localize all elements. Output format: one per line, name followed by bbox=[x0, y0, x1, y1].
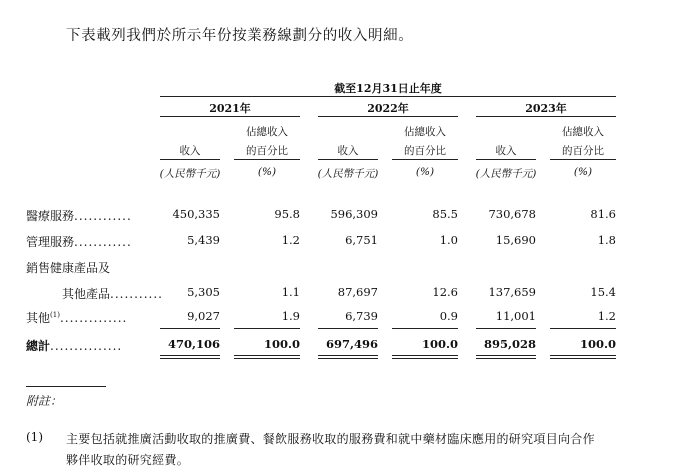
table-cell: 730,678 bbox=[488, 207, 536, 221]
total-double-line bbox=[476, 358, 536, 359]
unit-revenue-2022: (人民幣千元) bbox=[317, 168, 379, 180]
table-cell: 1.9 bbox=[281, 309, 300, 323]
total-double-line bbox=[160, 358, 220, 359]
unit-pct-2022: (%) bbox=[415, 166, 435, 178]
year-2022: 2022年 bbox=[367, 102, 409, 115]
total-double-line bbox=[234, 355, 300, 356]
subtotal-line bbox=[234, 328, 300, 329]
notes-rule bbox=[26, 386, 106, 387]
row-label-management: 管理服務............ bbox=[26, 235, 132, 249]
table-cell: 1.1 bbox=[281, 285, 300, 299]
table-cell: 1.2 bbox=[281, 233, 300, 247]
note-marker: (1) bbox=[26, 430, 43, 444]
notes-heading: 附註： bbox=[26, 394, 63, 408]
table-cell: 137,659 bbox=[488, 285, 536, 299]
row-label-medical: 醫療服務............ bbox=[26, 209, 132, 223]
row-label-total: 總計............... bbox=[26, 339, 123, 353]
subtotal-line bbox=[550, 328, 616, 329]
col-revenue-2021: 收入 bbox=[179, 145, 201, 157]
row-label-other-products: 其他產品........... bbox=[62, 287, 163, 301]
unit-revenue-2021: (人民幣千元) bbox=[159, 168, 221, 180]
table-cell: 5,439 bbox=[187, 233, 220, 247]
col-pct-2022-l2: 的百分比 bbox=[404, 145, 446, 157]
table-cell: 596,309 bbox=[330, 207, 378, 221]
total-double-line bbox=[318, 355, 378, 356]
year-2023: 2023年 bbox=[525, 102, 567, 115]
subtotal-line bbox=[318, 328, 378, 329]
col-revenue-2023: 收入 bbox=[495, 145, 517, 157]
col-pct-2023-l2: 的百分比 bbox=[562, 145, 604, 157]
year-underline-2022 bbox=[318, 116, 458, 117]
col-underline bbox=[318, 159, 378, 160]
note-text-line2: 夥伴收取的研究經費。 bbox=[66, 453, 190, 467]
total-double-line bbox=[392, 355, 458, 356]
table-cell: 6,751 bbox=[345, 233, 378, 247]
col-underline bbox=[392, 159, 458, 160]
total-double-line bbox=[160, 355, 220, 356]
table-cell: 95.8 bbox=[274, 207, 300, 221]
col-underline bbox=[550, 159, 616, 160]
table-cell: 87,697 bbox=[337, 285, 378, 299]
total-double-line bbox=[318, 358, 378, 359]
col-underline bbox=[234, 159, 300, 160]
total-cell: 470,106 bbox=[167, 337, 220, 351]
period-underline bbox=[160, 96, 616, 97]
total-double-line bbox=[234, 358, 300, 359]
row-label-other: 其他$^{(1)}$.............. bbox=[26, 311, 128, 325]
table-cell: 6,739 bbox=[345, 309, 378, 323]
col-underline bbox=[476, 159, 536, 160]
table-cell: 1.2 bbox=[597, 309, 616, 323]
total-double-line bbox=[392, 358, 458, 359]
table-cell: 9,027 bbox=[187, 309, 220, 323]
col-pct-2022-l1: 佔總收入 bbox=[404, 126, 446, 138]
col-underline bbox=[160, 159, 220, 160]
col-pct-2021-l2: 的百分比 bbox=[246, 145, 288, 157]
table-cell: 85.5 bbox=[432, 207, 458, 221]
table-cell: 1.8 bbox=[597, 233, 616, 247]
year-underline-2021 bbox=[160, 116, 300, 117]
table-cell: 12.6 bbox=[432, 285, 458, 299]
total-double-line bbox=[550, 358, 616, 359]
table-cell: 1.0 bbox=[439, 233, 458, 247]
col-revenue-2022: 收入 bbox=[337, 145, 359, 157]
total-cell: 100.0 bbox=[263, 337, 300, 351]
total-cell: 100.0 bbox=[421, 337, 458, 351]
col-pct-2023-l1: 佔總收入 bbox=[562, 126, 604, 138]
total-cell: 895,028 bbox=[483, 337, 536, 351]
unit-pct-2021: (%) bbox=[257, 166, 277, 178]
table-cell: 450,335 bbox=[172, 207, 220, 221]
unit-pct-2023: (%) bbox=[573, 166, 593, 178]
total-double-line bbox=[476, 355, 536, 356]
period-header: 截至12月31日止年度 bbox=[334, 82, 442, 95]
table-cell: 11,001 bbox=[495, 309, 536, 323]
total-cell: 697,496 bbox=[325, 337, 378, 351]
table-cell: 15.4 bbox=[590, 285, 616, 299]
subtotal-line bbox=[476, 328, 536, 329]
year-underline-2023 bbox=[476, 116, 616, 117]
footnote-marker: (1) bbox=[50, 311, 60, 319]
col-pct-2021-l1: 佔總收入 bbox=[246, 126, 288, 138]
intro-text: 下表載列我們於所示年份按業務線劃分的收入明細。 bbox=[66, 28, 414, 44]
row-label-sales-health: 銷售健康產品及 bbox=[26, 261, 111, 275]
table-cell: 5,305 bbox=[187, 285, 220, 299]
total-double-line bbox=[550, 355, 616, 356]
year-2021: 2021年 bbox=[209, 102, 251, 115]
table-cell: 81.6 bbox=[590, 207, 616, 221]
table-cell: 15,690 bbox=[495, 233, 536, 247]
table-cell: 0.9 bbox=[439, 309, 458, 323]
subtotal-line bbox=[392, 328, 458, 329]
subtotal-line bbox=[160, 328, 220, 329]
unit-revenue-2023: (人民幣千元) bbox=[475, 168, 537, 180]
total-cell: 100.0 bbox=[579, 337, 616, 351]
note-text-line1: 主要包括就推廣活動收取的推廣費、餐飲服務收取的服務費和就中藥材臨床應用的研究項目向合作 bbox=[66, 432, 595, 446]
